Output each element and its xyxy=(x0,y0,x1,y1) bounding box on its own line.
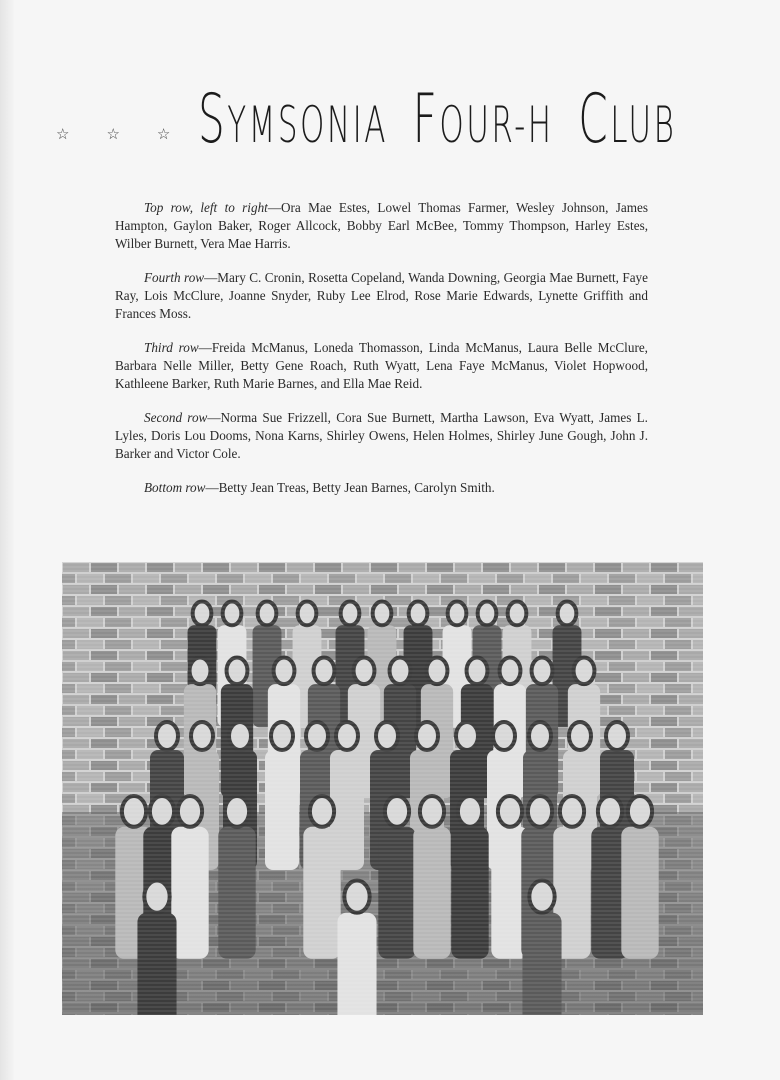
title-word-rest: OUR-H xyxy=(439,96,554,154)
group-photo xyxy=(62,562,703,1015)
star-icon: ☆ xyxy=(156,127,171,143)
caption-lead: Third row xyxy=(144,340,199,355)
caption-second-row xyxy=(115,409,648,463)
caption-top-row xyxy=(115,199,648,253)
caption-names: Freida McManus, Loneda Thomasson, Linda McManus, Laura Belle McClure, Barbara Nelle Miller, Betty Gene Roach, Ruth Wyatt, Lena Faye McManus, Violet Hopwood, Kathleene Barker, Ruth Marie Barnes, and Ella Mae Reid. xyxy=(115,340,648,391)
caption-third-row xyxy=(115,339,648,393)
title-word-initial: C xyxy=(578,80,611,159)
caption-dash: — xyxy=(198,340,212,355)
caption-lead: Bottom row xyxy=(144,480,206,495)
caption-names: Mary C. Cronin, Rosetta Copeland, Wanda Downing, Georgia Mae Burnett, Faye Ray, Lois McClure, Joanne Snyder, Ruby Lee Elrod, Rose Marie Edwards, Lynette Griffith and Frances Moss. xyxy=(115,270,648,321)
caption-lead: Second row xyxy=(144,410,208,425)
photo-caption xyxy=(115,199,648,513)
caption-names: Norma Sue Frizzell, Cora Sue Burnett, Martha Lawson, Eva Wyatt, James L. Lyles, Doris Lou Dooms, Nona Karns, Shirley Owens, Helen Holmes, Shirley June Gough, John J. Barker and Victor Cole. xyxy=(115,410,648,461)
caption-fourth-row xyxy=(115,269,648,323)
group-photo-image xyxy=(62,562,703,1015)
caption-dash: — xyxy=(205,480,219,495)
caption-dash: — xyxy=(204,270,218,285)
caption-names: Ora Mae Estes, Lowel Thomas Farmer, Wesley Johnson, James Hampton, Gaylon Baker, Roger Allcock, Bobby Earl McBee, Tommy Thompson, Harley Estes, Wilber Burnett, Vera Mae Harris. xyxy=(115,200,648,251)
page-header xyxy=(52,80,712,164)
photo-halftone xyxy=(62,562,703,1015)
star-ornaments xyxy=(56,128,170,143)
title-word-initial: F xyxy=(412,80,440,159)
title-word-rest: LUB xyxy=(610,96,677,154)
title-word-initial: S xyxy=(198,80,228,159)
star-icon: ☆ xyxy=(56,127,70,143)
page-binding-edge xyxy=(0,0,14,1080)
caption-dash: — xyxy=(207,410,221,425)
caption-lead: Fourth row xyxy=(144,270,205,285)
page-title xyxy=(198,80,677,161)
title-word-rest: YMSONIA xyxy=(227,96,388,154)
caption-bottom-row xyxy=(115,479,648,497)
star-icon: ☆ xyxy=(106,127,120,143)
caption-names: Betty Jean Treas, Betty Jean Barnes, Carolyn Smith. xyxy=(218,480,495,495)
caption-lead: Top row, left to right xyxy=(144,200,268,215)
caption-dash: — xyxy=(267,200,282,215)
